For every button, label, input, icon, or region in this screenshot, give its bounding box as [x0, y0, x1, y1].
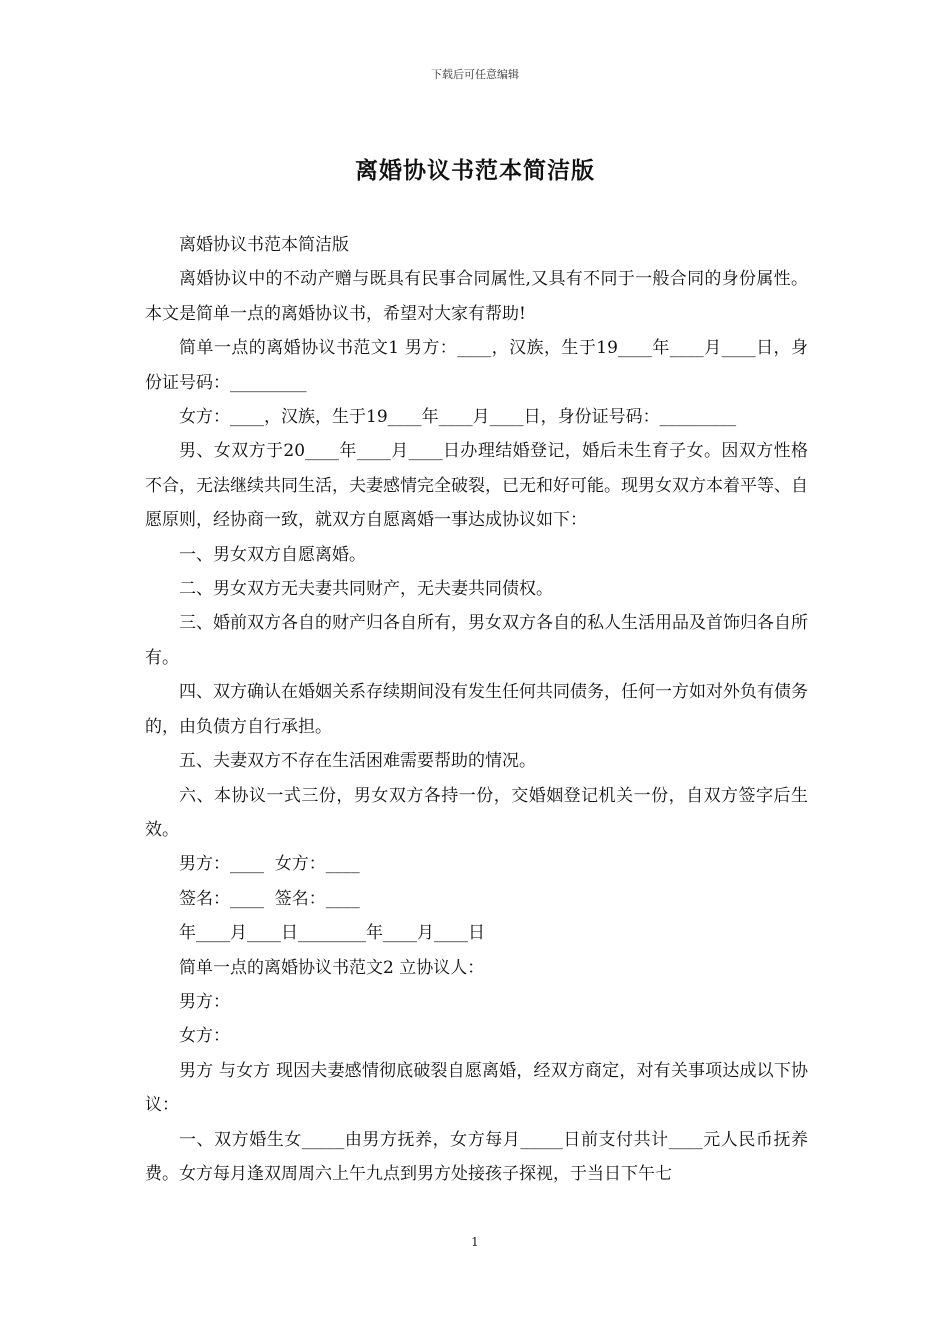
paragraph-sample2-male: 男方：: [179, 991, 230, 1012]
paragraph-sample1-male: 简单一点的离婚协议书范文1 男方：____，汉族，生于19____年____月____日，身份证号码：_________: [145, 338, 808, 393]
paragraph-intro: 离婚协议中的不动产赠与既具有民事合同属性,又具有不同于一般合同的身份属性。本文是简单一点的离婚协议书，希望对大家有帮助!: [145, 269, 808, 324]
paragraph-sample2-clause-1: 一、双方婚生女_____由男方抚养，女方每月_____日前支付共计____元人民币抚养费。女方每月逢双周周六上午九点到男方处接孩子探视，于当日下午七: [145, 1129, 808, 1184]
header-note: 下载后可任意编辑: [431, 68, 519, 81]
paragraph-clause-2: 二、男女双方无夫妻共同财产，无夫妻共同债权。: [179, 579, 553, 600]
paragraph-clause-1: 一、男女双方自愿离婚。: [179, 544, 366, 565]
paragraph-sample1-female: 女方：____，汉族，生于19____年____月____日，身份证号码：_________: [179, 407, 737, 428]
paragraph-sample2-female: 女方：: [179, 1026, 230, 1047]
paragraph-signatures: 签名：____ 签名：____: [179, 888, 360, 909]
document-title: 离婚协议书范本简洁版: [355, 157, 595, 184]
page-number: 1: [471, 1235, 479, 1249]
paragraph-clause-6: 六、本协议一式三份，男女双方各持一份，交婚姻登记机关一份，自双方签字后生效。: [145, 785, 808, 840]
paragraph-clause-3: 三、婚前双方各自的财产归各自所有，男女双方各自的私人生活用品及首饰归各自所有。: [145, 613, 808, 668]
paragraph-sample2-intro: 男方 与女方 现因夫妻感情彻底破裂自愿离婚，经双方商定，对有关事项达成以下协议：: [145, 1060, 808, 1116]
paragraph-clause-5: 五、夫妻双方不存在生活困难需要帮助的情况。: [179, 751, 536, 772]
document-body: [145, 228, 808, 1191]
paragraph-subtitle: 离婚协议书范本简洁版: [179, 235, 349, 255]
paragraph-parties: 男方：____ 女方：____: [179, 854, 360, 875]
paragraph-marriage-registration: 男、女双方于20____年____月____日办理结婚登记，婚后未生育子女。因双方性格不合，无法继续共同生活，夫妻感情完全破裂，已无和好可能。现男女双方本着平等、自愿原则，经协商一致，就双方自愿离婚一事达成协议如下：: [145, 441, 808, 531]
paragraph-dates: 年____月____日________年____月____日: [179, 923, 485, 944]
paragraph-clause-4: 四、双方确认在婚姻关系存续期间没有发生任何共同债务，任何一方如对外负有债务的，由负债方自行承担。: [145, 682, 808, 737]
paragraph-sample2-heading: 简单一点的离婚协议书范文2 立协议人：: [179, 957, 485, 978]
